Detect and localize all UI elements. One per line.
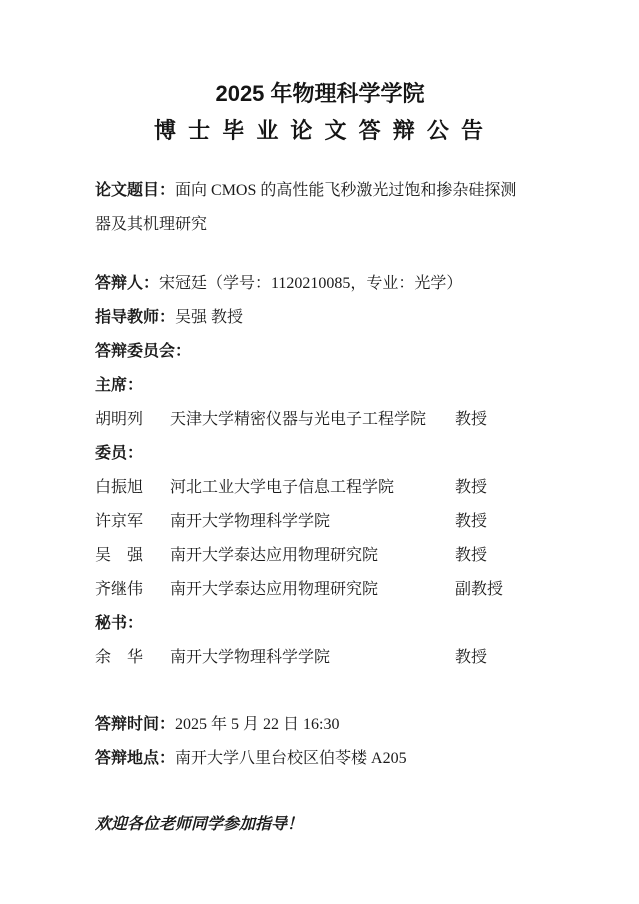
member-title: 教授 — [455, 547, 488, 564]
member-title: 教授 — [455, 513, 488, 530]
committee-header-row — [95, 335, 545, 369]
defense-time-row — [95, 708, 545, 742]
schedule-block — [95, 708, 545, 776]
defense-time-label: 答辩时间： — [95, 716, 176, 733]
table-row-chair — [95, 403, 545, 437]
announcement-title-year: 2025 年物理科学学院 — [215, 81, 425, 106]
thesis-title-paragraph — [95, 174, 531, 242]
member-affiliation: 天津大学精密仪器与光电子工程学院 — [170, 411, 427, 428]
table-row-secretary — [95, 641, 545, 675]
member-name: 齐继伟 — [95, 581, 144, 598]
member-name: 许京军 — [95, 513, 144, 530]
defense-location-value: 南开大学八里台校区伯苓楼 A205 — [175, 750, 407, 767]
member-title: 副教授 — [455, 581, 504, 598]
welcome-message: 欢迎各位老师同学参加指导！ — [95, 816, 304, 833]
chair-section-label-row — [95, 369, 545, 403]
secretary-section-label: 秘书： — [95, 615, 144, 632]
advisor-row — [95, 301, 545, 335]
member-affiliation: 南开大学物理科学学院 — [170, 513, 331, 530]
announcement-title-main: 博 士 毕 业 论 文 答 辩 公 告 — [153, 118, 486, 143]
candidate-label: 答辩人： — [95, 275, 160, 292]
defense-location-row — [95, 742, 545, 776]
member-title: 教授 — [455, 479, 488, 496]
member-affiliation: 南开大学物理科学学院 — [170, 649, 331, 666]
thesis-title-text: 面向 CMOS 的高性能飞秒激光过饱和掺杂硅探测器及其机理研究 — [95, 182, 517, 233]
advisor-value: 吴强 教授 — [175, 309, 244, 326]
thesis-title-label: 论文题目： — [95, 182, 176, 199]
candidate-row — [95, 267, 545, 301]
table-row-member — [95, 471, 545, 505]
members-section-label: 委员： — [95, 445, 144, 462]
advisor-label: 指导教师： — [95, 309, 176, 326]
committee-header-label: 答辩委员会： — [95, 343, 192, 360]
table-row-member — [95, 539, 545, 573]
member-affiliation: 南开大学泰达应用物理研究院 — [170, 547, 379, 564]
member-title: 教授 — [455, 649, 488, 666]
defense-time-value: 2025 年 5 月 22 日 16:30 — [175, 716, 340, 733]
member-title: 教授 — [455, 411, 488, 428]
member-affiliation: 南开大学泰达应用物理研究院 — [170, 581, 379, 598]
member-name: 余 华 — [95, 649, 144, 666]
defense-location-label: 答辩地点： — [95, 750, 176, 767]
member-affiliation: 河北工业大学电子信息工程学院 — [170, 479, 395, 496]
candidate-value: 宋冠廷（学号：1120210085，专业：光学） — [159, 275, 463, 292]
table-row-member — [95, 573, 545, 607]
member-name: 白振旭 — [95, 479, 144, 496]
table-row-member — [95, 505, 545, 539]
secretary-section-label-row — [95, 607, 545, 641]
members-section-label-row — [95, 437, 545, 471]
member-name: 胡明列 — [95, 411, 144, 428]
defense-info-block — [95, 267, 545, 675]
chair-section-label: 主席： — [95, 377, 144, 394]
member-name: 吴 强 — [95, 547, 144, 564]
